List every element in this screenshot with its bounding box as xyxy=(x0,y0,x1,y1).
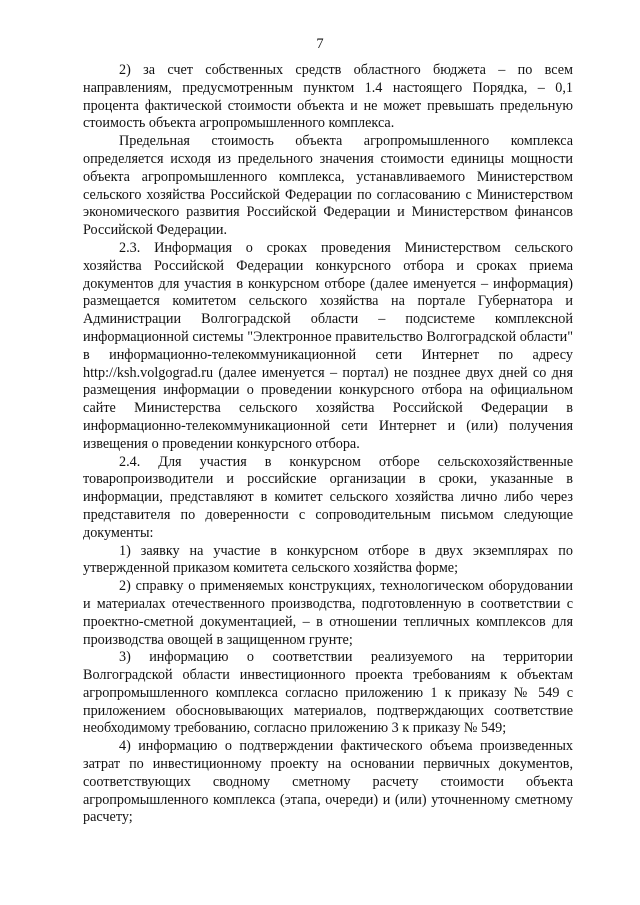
paragraph-section-2-4: 2.4. Для участия в конкурсном отборе сельскохозяйственные товаропроизводители и российские организации в сроки, указанные в информации, представляют в комитет сельского хозяйства лично либо через представителя по доверенности с сопроводительным письмом следующие документы: xyxy=(83,453,573,541)
list-item-application: 1) заявку на участие в конкурсном отборе в двух экземплярах по утвержденной приказом комитета сельского хозяйства форме; xyxy=(83,542,573,577)
list-item-certificate: 2) справку о применяемых конструкциях, технологическом оборудовании и материалах отечественного производства, подготовленную в соответствии с проектно-сметной документацией, – в отношении тепличных комплексов для производства овощей в защищенном грунте; xyxy=(83,578,573,648)
paragraph-section-2-3: 2.3. Информация о сроках проведения Министерством сельского хозяйства Российской Федерации конкурсного отбора и сроках приема документов для участия в конкурсном отборе (далее именуется – информация) размещается комитетом сельского хозяйства на портале Губернатора и Администрации Волгоградской области – подсистеме комплексной информационной системы "Электронное правительство Волгоградской области" в информационно-телекоммуникационной сети Интернет по адресу http://ksh.volgograd.ru (далее именуется – портал) не позднее двух дней со дня размещения информации о проведении конкурсного отбора на официальном сайте Министерства сельского хозяйства Российской Федерации в информационно-телекоммуникационной сети Интернет и (или) получения извещения о проведении конкурсного отбора. xyxy=(83,239,573,452)
paragraph-item-2-own-funds: 2) за счет собственных средств областного бюджета – по всем направлениям, предусмотренным пунктом 1.4 настоящего Порядка, – 0,1 процента фактической стоимости объекта и не может превышать предельную стоимость объекта агропромышленного комплекса. xyxy=(83,62,573,132)
page-number: 7 xyxy=(316,36,324,52)
paragraph-cost-limit: Предельная стоимость объекта агропромышленного комплекса определяется исходя из предельного значения стоимости единицы мощности объекта агропромышленного комплекса, устанавливаемого Министерством сельского хозяйства Российской Федерации по согласованию с Министерством экономического развития Российской Федерации и Министерством финансов Российской Федерации. xyxy=(83,133,573,239)
list-item-costs-confirmation: 4) информацию о подтверждении фактического объема произведенных затрат по инвестиционному проекту на основании первичных документов, соответствующих сводному сметному расчету стоимости объекта агропромышленного комплекса (этапа, очереди) и (или) уточненному сметному расчету; xyxy=(83,738,573,826)
document-body xyxy=(83,62,573,827)
list-item-compliance-info: 3) информацию о соответствии реализуемого на территории Волгоградской области инвестиционного проекта требованиям к объектам агропромышленного комплекса согласно приложению 1 к приказу № 549 с приложением обосновывающих материалов, подтверждающих соответствие необходимому требованию, согласно приложению 3 к приказу № 549; xyxy=(83,649,573,737)
